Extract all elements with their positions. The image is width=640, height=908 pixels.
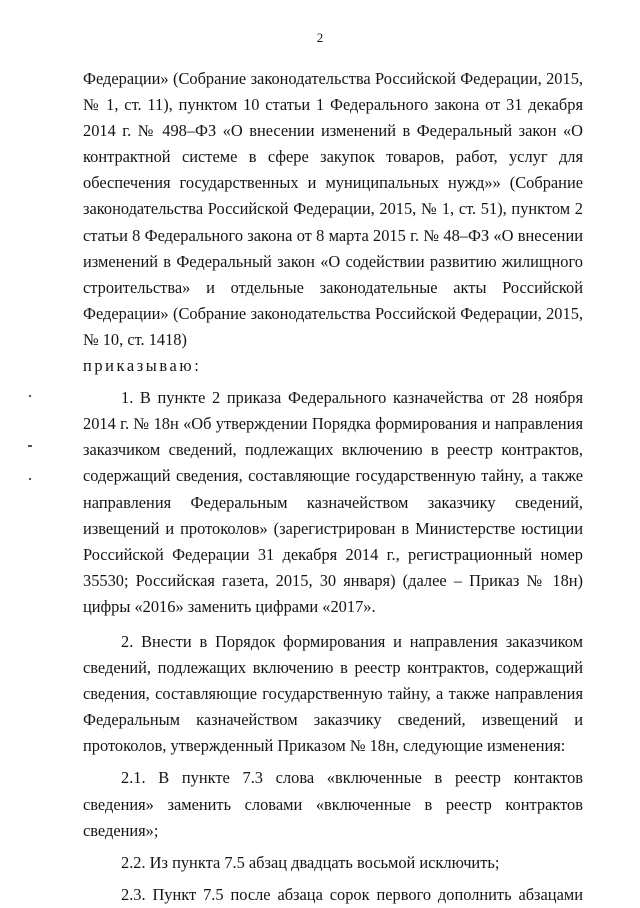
paragraph-item-1: 1. В пункте 2 приказа Федерального казначейства от 28 ноября 2014 г. № 18н «Об утверждении Порядка формирования и направления заказчиком сведений, подлежащих включению в реестр контрактов, содержащий сведения, составляющие государственную тайну, а также направления Федеральным казначейством заказчику сведений, извещений и протоколов» (зарегистрирован в Министерстве юстиции Российской Федерации 31 декабря 2014 г., регистрационный номер 35530; Российская газета, 2015, 30 января) (далее – Приказ № 18н) цифры «2016» заменить цифрами «2017». bbox=[83, 388, 583, 616]
paragraph-item-2: 2. Внести в Порядок формирования и направления заказчиком сведений, подлежащих включению в реестр контрактов, содержащий сведения, составляющие государственную тайну, а также направления Федеральным казначейством заказчику сведений, извещений и протоколов, утвержденный Приказом № 18н, следующие изменения: bbox=[83, 631, 583, 756]
document-body bbox=[83, 66, 583, 908]
scan-speck bbox=[28, 445, 32, 447]
paragraph-item-2-1: 2.1. В пункте 7.3 слова «включенные в реестр контактов сведения» заменить словами «включенные в реестр контрактов сведения»; bbox=[83, 768, 583, 840]
paragraph-item-2-2: 2.2. Из пункта 7.5 абзац двадцать восьмой исключить; bbox=[121, 852, 500, 872]
page-number: 2 bbox=[316, 30, 324, 45]
paragraph-item-2-3: 2.3. Пункт 7.5 после абзаца сорок первого дополнить абзацами bbox=[121, 884, 583, 904]
scan-speck bbox=[29, 478, 31, 480]
scan-speck bbox=[29, 395, 31, 397]
paragraph-legal-basis: Федерации» (Собрание законодательства Российской Федерации, 2015, № 1, ст. 11), пунктом 10 статьи 1 Федерального закона от 31 декабря 2014 г. № 498–ФЗ «О внесении изменений в Федеральный закон «О контрактной системе в сфере закупок товаров, работ, услуг для обеспечения государственных и муниципальных нужд»» (Собрание законодательства Российской Федерации, 2015, № 1, ст. 51), пунктом 2 статьи 8 Федерального закона от 8 марта 2015 г. № 48–ФЗ «О внесении изменений в Федеральный закон «О содействии развитию жилищного строительства» и отдельные законодательные акты Российской Федерации» (Собрание законодательства Российской Федерации, 2015, № 10, ст. 1418) bbox=[83, 69, 583, 349]
paragraph-order-word: приказываю: bbox=[83, 356, 202, 376]
